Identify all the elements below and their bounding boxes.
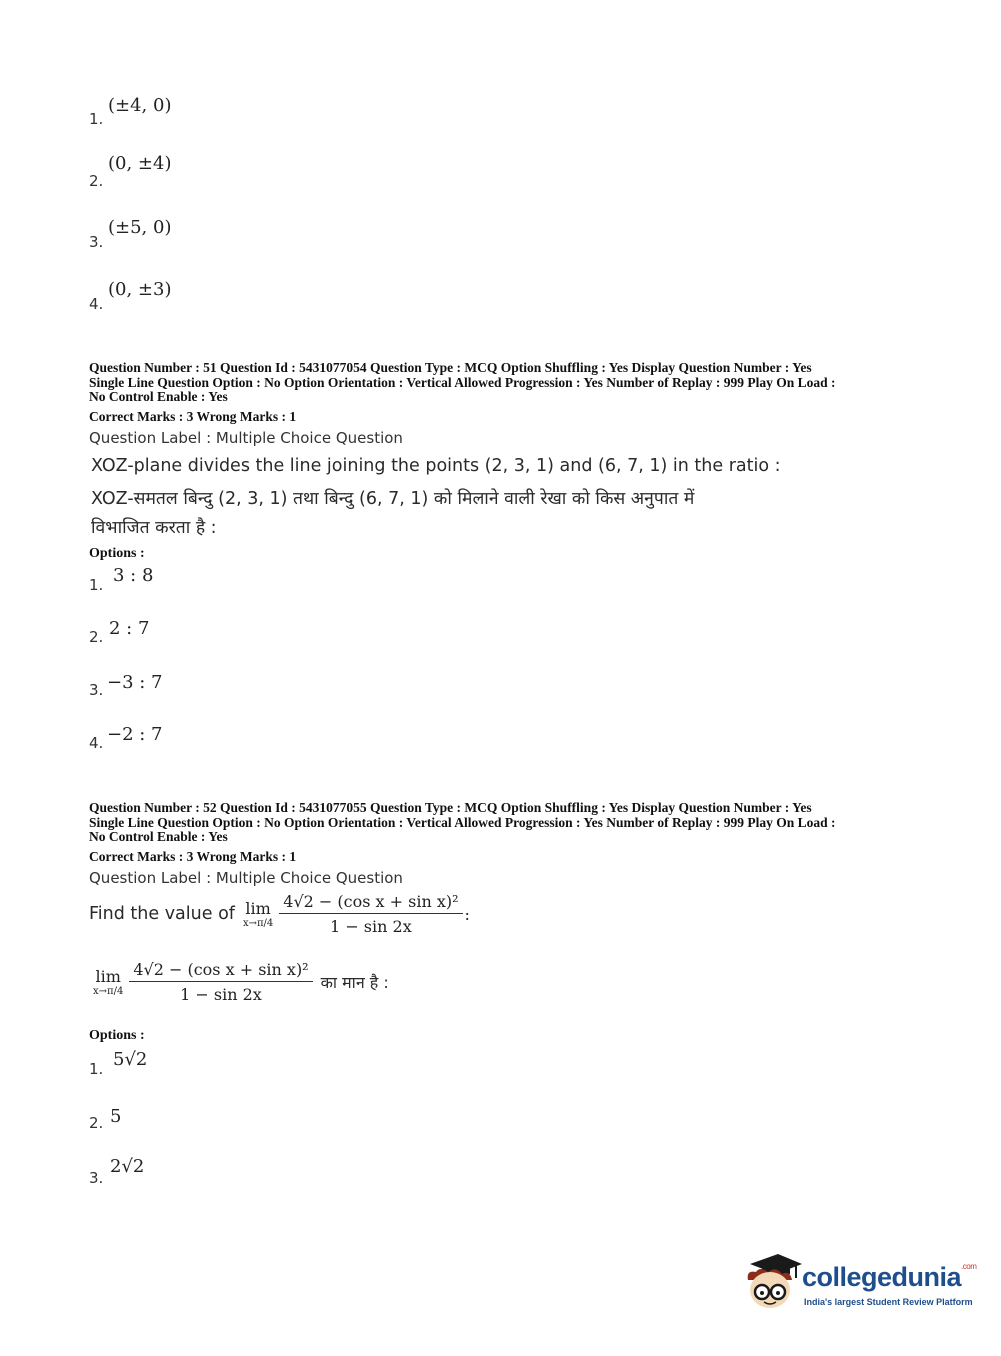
lim-subscript: x→π/4: [93, 986, 124, 997]
option-number: 3.: [89, 681, 104, 699]
option-number: 4.: [89, 295, 104, 313]
logo-wordmark: [802, 1262, 976, 1293]
suffix-text: का मान है :: [320, 973, 389, 992]
option-value: (±4, 0): [108, 95, 172, 116]
suffix-text: :: [464, 904, 470, 924]
option-value: 5: [110, 1106, 122, 1127]
option-number: 2.: [89, 1114, 104, 1132]
meta-line: Single Line Question Option : No Option Orientation : Vertical Allowed Progression : Yes Number of Replay : 999 Play On Load :: [89, 374, 836, 390]
logo-superscript: .com: [961, 1262, 977, 1271]
meta-line: Question Number : 51 Question Id : 5431077054 Question Type : MCQ Option Shuffling : Yes Display Question Number : Yes: [89, 360, 812, 375]
fraction: [129, 960, 312, 1004]
numerator: 4√2 − (cos x + sin x)²: [129, 960, 312, 982]
meta-line: No Control Enable : Yes: [89, 389, 228, 404]
options-heading: Options :: [89, 546, 145, 561]
lim-subscript: x→π/4: [242, 918, 274, 929]
option-number: 1.: [89, 1060, 104, 1078]
option-value: −2 : 7: [107, 724, 163, 745]
option-value: 2 : 7: [109, 618, 150, 639]
question-text-hindi: विभाजित करता है :: [91, 518, 217, 538]
question-text-english: [89, 892, 470, 936]
option-number: 2.: [89, 172, 104, 190]
question-text-hindi: XOZ-समतल बिन्दु (2, 3, 1) तथा बिन्दु (6, 7, 1) को मिलाने वाली रेखा को किस अनुपात में: [91, 489, 695, 509]
option-number: 1.: [89, 576, 104, 594]
meta-line: Question Number : 52 Question Id : 5431077055 Question Type : MCQ Option Shuffling : Yes Display Question Number : Yes: [89, 800, 812, 815]
option-number: 3.: [89, 1169, 104, 1187]
option-number: 3.: [89, 233, 104, 251]
logo-name: collegedunia: [802, 1262, 962, 1292]
marks-line: Correct Marks : 3 Wrong Marks : 1: [89, 409, 297, 424]
collegedunia-logo: [742, 1250, 977, 1320]
option-number: 4.: [89, 734, 104, 752]
option-value: 3 : 8: [113, 565, 154, 586]
prefix-text: Find the value of: [89, 904, 235, 924]
question-meta: [89, 361, 969, 405]
option-value: 2√2: [110, 1156, 145, 1177]
option-value: 5√2: [113, 1049, 148, 1070]
logo-tagline: India's largest Student Review Platform: [804, 1297, 973, 1307]
option-value: (0, ±4): [108, 153, 172, 174]
question-label: Question Label : Multiple Choice Question: [89, 869, 403, 887]
option-value: (±5, 0): [108, 217, 172, 238]
question-label: Question Label : Multiple Choice Question: [89, 429, 403, 447]
marks-line: Correct Marks : 3 Wrong Marks : 1: [89, 849, 297, 864]
mascot-icon: [742, 1250, 802, 1314]
meta-line: Single Line Question Option : No Option Orientation : Vertical Allowed Progression : Yes Number of Replay : 999 Play On Load :: [89, 814, 836, 830]
denominator: 1 − sin 2x: [330, 917, 412, 936]
question-text-hindi: [93, 960, 389, 1004]
option-number: 2.: [89, 628, 104, 646]
options-heading: Options :: [89, 1028, 145, 1043]
meta-line: No Control Enable : Yes: [89, 829, 228, 844]
denominator: 1 − sin 2x: [180, 985, 262, 1004]
limit-operator: [243, 899, 273, 929]
lim-word: lim: [95, 967, 121, 986]
question-text-english: XOZ-plane divides the line joining the points (2, 3, 1) and (6, 7, 1) in the ratio :: [91, 456, 781, 476]
numerator: 4√2 − (cos x + sin x)²: [279, 892, 462, 914]
question-meta: [89, 801, 969, 845]
option-value: −3 : 7: [107, 672, 163, 693]
option-number: 1.: [89, 110, 104, 128]
limit-operator: [93, 967, 123, 997]
lim-word: lim: [245, 899, 271, 918]
fraction: [279, 892, 462, 936]
option-value: (0, ±3): [108, 279, 172, 300]
